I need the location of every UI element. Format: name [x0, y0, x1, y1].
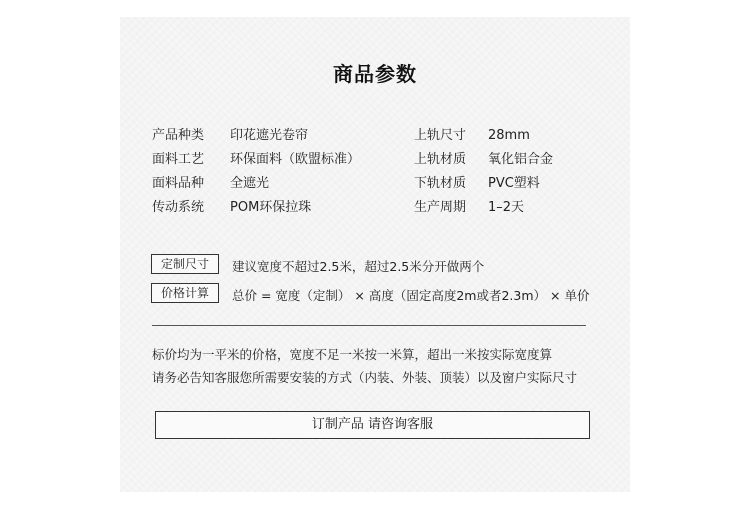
spec-value: 印花遮光卷帘 [230, 128, 309, 143]
spec-value: PVC塑料 [488, 176, 540, 191]
contact-service-button[interactable]: 订制产品 请咨询客服 [155, 411, 590, 439]
spec-row-product-type [152, 128, 308, 144]
price-note: 标价均为一平米的价格，宽度不足一米按一米算，超出一米按实际宽度算 [152, 347, 553, 362]
spec-value: 氧化铝合金 [488, 152, 554, 167]
spec-value: 全遮光 [230, 176, 270, 191]
divider [152, 325, 586, 326]
price-calc-label: 价格计算 [151, 283, 219, 303]
spec-row-production-cycle [414, 200, 524, 216]
spec-key: 面料品种 [152, 176, 205, 191]
price-calc-text: 总价 = 宽度（定制） × 高度（固定高度2m或者2.3m） × 单价 [232, 288, 590, 303]
spec-key: 上轨尺寸 [414, 128, 467, 143]
spec-key: 传动系统 [152, 200, 205, 215]
page-title: 商品参数 [333, 62, 417, 86]
spec-row-fabric-kind [152, 176, 269, 192]
spec-row-top-rail-material [414, 152, 553, 168]
spec-key: 生产周期 [414, 200, 467, 215]
install-note: 请务必告知客服您所需要安装的方式（内装、外装、顶装）以及窗户实际尺寸 [152, 370, 578, 385]
spec-row-top-rail-size [414, 128, 530, 144]
custom-size-label: 定制尺寸 [151, 254, 219, 274]
spec-value: POM环保拉珠 [230, 200, 312, 215]
spec-row-drive-system [152, 200, 311, 216]
spec-value: 环保面料（欧盟标准） [230, 152, 361, 167]
custom-size-text: 建议宽度不超过2.5米，超过2.5米分开做两个 [232, 259, 485, 274]
spec-value: 28mm [488, 128, 530, 143]
spec-key: 下轨材质 [414, 176, 467, 191]
spec-key: 产品种类 [152, 128, 205, 143]
spec-value: 1–2天 [488, 200, 525, 215]
spec-row-bottom-rail-material [414, 176, 540, 192]
spec-row-fabric-process [152, 152, 360, 168]
spec-key: 面料工艺 [152, 152, 205, 167]
spec-key: 上轨材质 [414, 152, 467, 167]
